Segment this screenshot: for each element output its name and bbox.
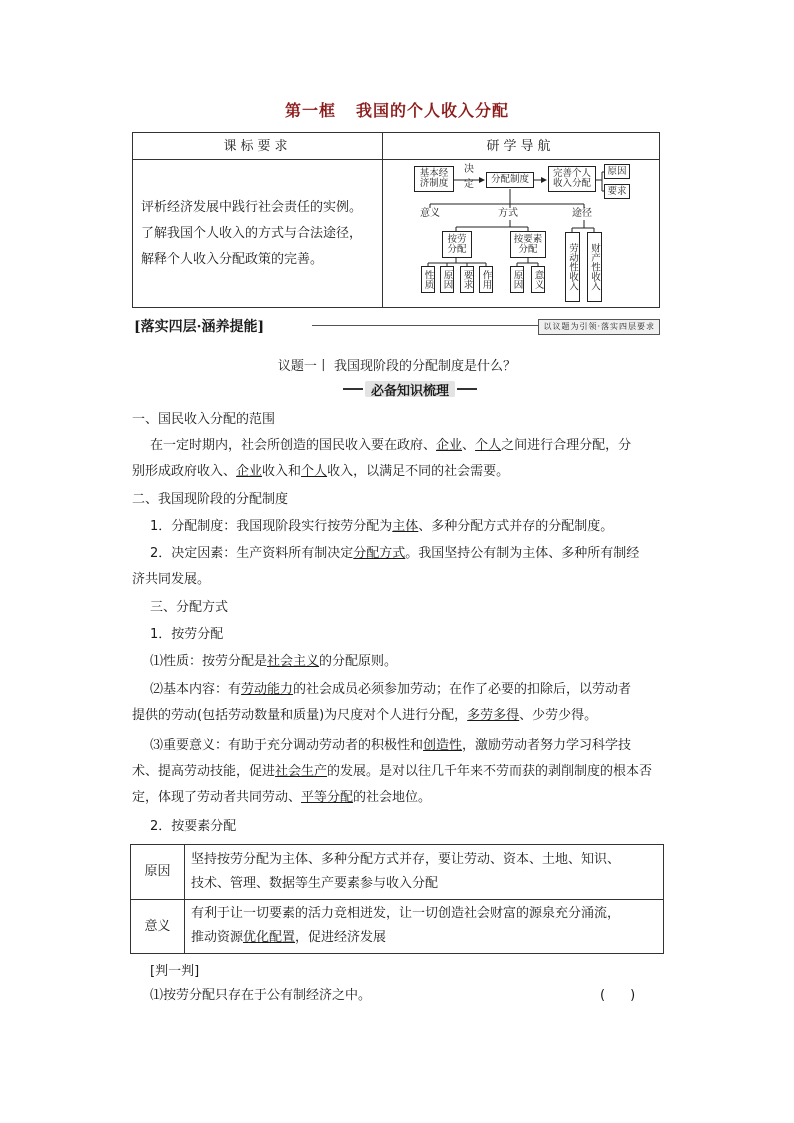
banner-title: [落实四层·涵养提能]: [134, 319, 265, 335]
factor-reason-header: 原因: [131, 845, 185, 899]
decide-label: 决 定: [464, 164, 474, 190]
labor-sub-requirement: 要求: [460, 266, 474, 293]
judge-heading: [判一判]: [150, 964, 200, 979]
page-title: 第一框 我国的个人收入分配: [284, 101, 510, 120]
factor-meaning-header: 意义: [131, 900, 185, 953]
diagram-method-label: 方式: [498, 208, 518, 219]
judge-question-1: ⑴按劳分配只存在于公有制经济之中。: [150, 988, 372, 1003]
labor-sub-reason: 原因: [440, 266, 454, 293]
factor-reason-cell: 坚持按劳分配为主体、多种分配方式并存，要让劳动、资本、土地、知识、 技术、管理、数据等生产要素参与收入分配: [191, 852, 621, 891]
labor-sub-nature: 性质: [421, 266, 435, 293]
sec3-sub2: 2．按要素分配: [150, 819, 237, 834]
section-banner: [134, 316, 660, 336]
factor-meaning-cell: 有利于让一切要素的活力竞相迸发，让一切创造社会财富的源泉充分涌流， 推动资源优化配置，促进经济发展: [191, 906, 621, 945]
sec2-item2-cont: 济共同发展。: [132, 572, 211, 587]
sec1-heading: 一、国民收入分配的范围: [132, 412, 276, 427]
sec1-para-line2: 别形成政府收入、企业收入和个人收入，以满足不同的社会需要。: [132, 464, 510, 479]
diagram-meaning-label: 意义: [420, 208, 440, 219]
knowledge-label: 必备知识梳理: [343, 380, 477, 398]
sec3-content-line2: 提供的劳动(包括劳动数量和质量)为尺度对个人进行分配，多劳多得、少劳少得。: [132, 708, 598, 723]
sec2-heading: 二、我国现阶段的分配制度: [132, 492, 289, 507]
diagram-requirement-box: 要求: [604, 184, 630, 199]
sec3-sub1: 1．按劳分配: [150, 627, 224, 642]
diagram-path-label: 途径: [572, 208, 592, 219]
study-navigation-diagram: [382, 160, 660, 308]
sec3-nature: ⑴性质：按劳分配是社会主义的分配原则。: [150, 654, 398, 669]
sec2-item2: 2．决定因素：生产资料所有制决定分配方式。我国坚持公有制为主体、多种所有制经: [150, 546, 640, 561]
banner-tag: 以议题为引领·落实四层要求: [538, 319, 660, 335]
basic-economic-system-box: 基本经 济制度: [414, 166, 454, 192]
factor-sub-meaning: 意义: [531, 266, 545, 293]
sec3-significance-line1: ⑶重要意义：有助于充分调动劳动者的积极性和创造性，激励劳动者努力学习科学技: [150, 738, 632, 753]
distribution-system-box: 分配制度: [486, 172, 534, 188]
sec2-item1: 1．分配制度：我国现阶段实行按劳分配为主体、多种分配方式并存的分配制度。: [150, 519, 614, 534]
by-factor-box: 按要素 分配: [510, 231, 546, 258]
sec3-significance-line2: 术、提高劳动技能，促进社会生产的发展。是对以往几千年来不劳而获的剥削制度的根本否: [132, 764, 653, 779]
labor-income-box: 劳动性收入: [565, 232, 580, 302]
sec3-significance-line3: 定，体现了劳动者共同劳动、平等分配的社会地位。: [132, 790, 432, 805]
by-labor-box: 按劳 分配: [442, 231, 472, 258]
study-navigation-header: 研学导航: [382, 133, 659, 160]
requirement-text: 评析经济发展中践行社会责任的实例。 了解我国个人收入的方式与合法途径， 解释个人收入分配政策的完善。: [141, 200, 363, 267]
judge-answer-bracket[interactable]: ( ): [600, 988, 642, 1003]
labor-sub-function: 作用: [479, 266, 493, 293]
sec1-para-line1: 在一定时期内，社会所创造的国民收入要在政府、企业、个人之间进行合理分配，分: [150, 438, 632, 453]
sec3-heading: 三、分配方式: [150, 600, 229, 615]
sec3-content-line1: ⑵基本内容：有劳动能力的社会成员必须参加劳动；在作了必要的扣除后，以劳动者: [150, 682, 632, 697]
issue-heading: 议题一丨 我国现阶段的分配制度是什么？: [277, 359, 517, 374]
curriculum-requirement-header: 课标要求: [133, 133, 382, 160]
improve-income-distribution-box: 完善个人 收入分配: [548, 166, 596, 192]
factor-distribution-table: [130, 844, 664, 954]
factor-sub-reason: 原因: [510, 266, 524, 293]
property-income-box: 财产性收入: [587, 232, 602, 302]
diagram-reason-box: 原因: [604, 164, 630, 179]
